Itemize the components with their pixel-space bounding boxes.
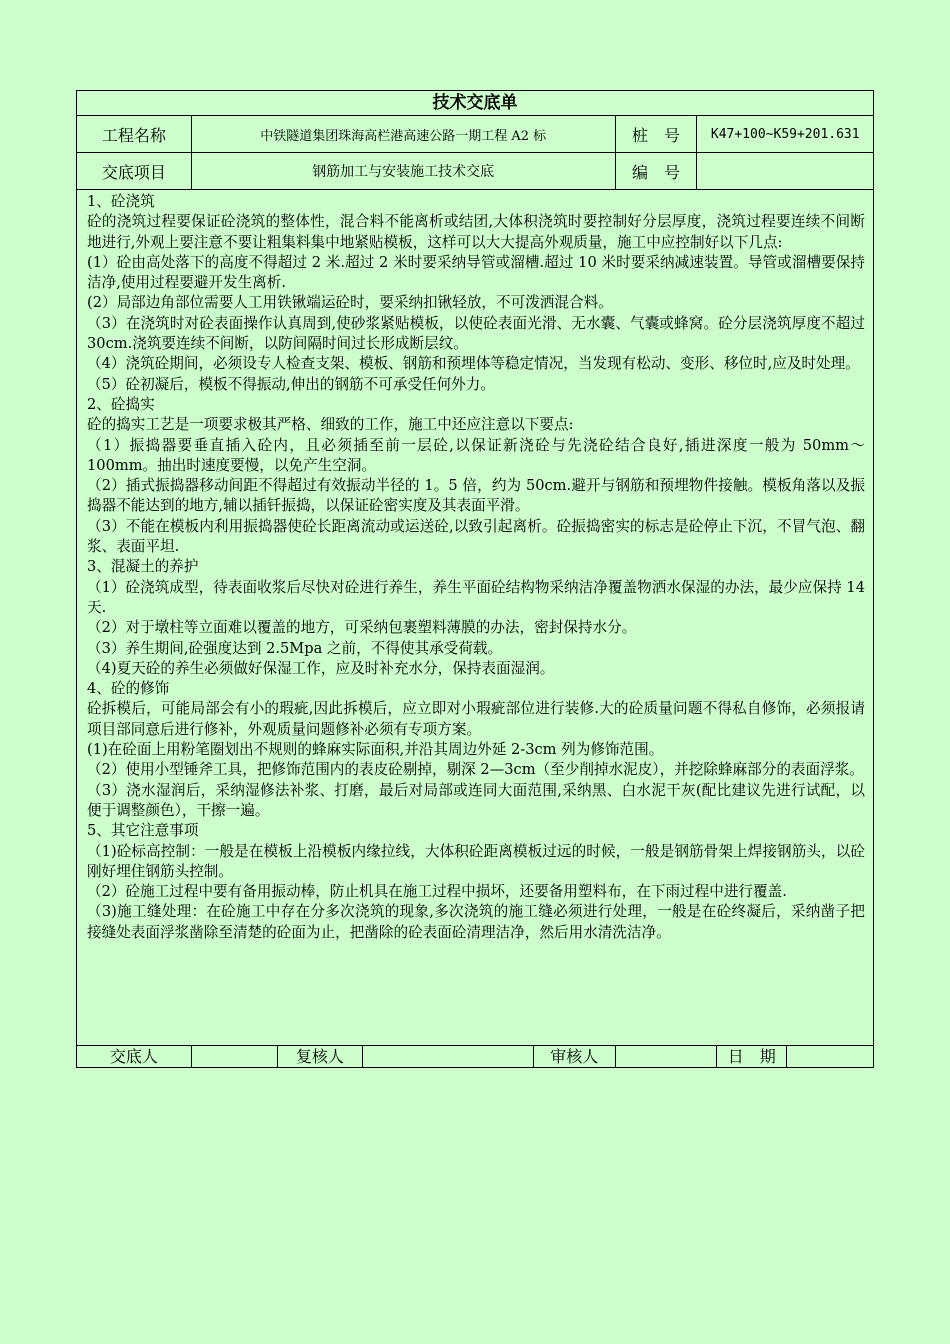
content-line: （2）砼施工过程中要有备用振动棒，防止机具在施工过程中损坏，还要备用塑料布，在下雨过程中进行覆盖. [87, 883, 787, 901]
content-line: 砼的浇筑过程要保证砼浇筑的整体性，混合料不能离析或结团,大体积浇筑时要控制好分层厚度，浇筑过程要连续不间断地进行,外观上要注意不要让粗集料集中地紧贴模板，这样可以大大提高外观质量，施工中应控制好以下几点: [87, 213, 865, 251]
content-line: （4)夏天砼的养生必须做好保湿工作，应及时补充水分，保持表面湿润。 [87, 659, 555, 677]
content-line: 3、混凝土的养护 [87, 558, 199, 576]
content-line: 砼的捣实工艺是一项要求极其严格、细致的工作，施工中还应注意以下要点: [87, 416, 574, 434]
content-line: （2）插式振捣器移动间距不得超过有效振动半径的 1。5 倍，约为 50cm.避开与钢筋和预埋物件接触。模板角落以及振捣器不能达到的地方,辅以插钎振捣，以保证砼密实度及其表面平滑。 [87, 477, 865, 515]
project-name-label: 工程名称 [77, 116, 192, 152]
content-line: （1）振捣器要垂直插入砼内，且必须插至前一层砼,以保证新浇砼与先浇砼结合良好,插进深度一般为 50mm～100mm。抽出时速度要慢，以免产生空洞。 [87, 436, 865, 474]
handover-person-field[interactable] [192, 1046, 278, 1067]
content-line: （4）浇筑砼期间，必须设专人检查支架、模板、钢筋和预埋体等稳定情况，当发现有松动、变形、移位时,应及时处理。 [87, 355, 860, 373]
content-line: （3）养生期间,砼强度达到 2.5Mpa 之前，不得使其承受荷载。 [87, 639, 503, 657]
approver-field[interactable] [616, 1046, 718, 1067]
date-label: 日 期 [717, 1046, 787, 1067]
station-label: 桩 号 [616, 116, 698, 152]
project-row [77, 116, 873, 153]
signature-row [77, 1046, 873, 1067]
reviewer-field[interactable] [363, 1046, 534, 1067]
item-label: 交底项目 [77, 153, 192, 189]
content-line: 4、砼的修饰 [87, 680, 170, 698]
content-line: （3）浇水湿润后，采纳湿修法补浆、打磨，最后对局部或连同大面范围,采纳黑、白水泥干灰(配比建议先进行试配，以便于调整颜色），干擦一遍。 [87, 781, 865, 819]
content-line: (2）局部边角部位需要人工用铁锹端运砼时，要采纳扣锹轻放，不可泼洒混合料。 [87, 294, 613, 312]
approver-label: 审核人 [534, 1046, 616, 1067]
content-line: （2）对于墩柱等立面难以覆盖的地方，可采纳包裹塑料薄膜的办法，密封保持水分。 [87, 619, 637, 637]
content-line: （3）在浇筑时对砼表面操作认真周到,使砂浆紧贴模板，以使砼表面光滑、无水囊、气囊或蜂窝。砼分层浇筑厚度不超过 30cm.浇筑要连续不间断，以防间隔时间过长形成断层纹。 [87, 314, 865, 353]
number-label: 编 号 [616, 153, 698, 189]
content-line: （1)砼标高控制：一般是在模板上沿模板内缘拉线，大体积砼距离模板过远的时候，一般是钢筋骨架上焊接钢筋头，以砼刚好埋住钢筋头控制。 [87, 842, 865, 880]
content-line: （3)施工缝处理：在砼施工中存在分多次浇筑的现象,多次浇筑的施工缝必须进行处理，一般是在砼终凝后，采纳凿子把接缝处表面浮浆凿除至清楚的砼面为止，把凿除的砼表面砼清理洁净，然后用水清洗洁净。 [87, 903, 865, 941]
content-line: (1)在砼面上用粉笔圈划出不规则的蜂麻实际面积,并沿其周边外延 2-3cm 列为修饰范围。 [87, 741, 664, 759]
sheet-title: 技术交底单 [77, 91, 873, 116]
content-line: 砼拆模后，可能局部会有小的瑕疵,因此拆模后，应立即对小瑕疵部位进行装修.大的砼质量问题不得私自修饰，必须报请项目部同意后进行修补，外观质量问题修补必须有专项方案。 [87, 700, 865, 738]
content-line: （3）不能在模板内利用振捣器使砼长距离流动或运送砼,以致引起离析。砼振捣密实的标志是砼停止下沉，不冒气泡、翻浆、表面平坦. [87, 517, 865, 556]
content-line: 1、砼浇筑 [87, 193, 155, 210]
date-field[interactable] [787, 1046, 873, 1067]
item-value: 钢筋加工与安装施工技术交底 [192, 153, 616, 189]
handover-sheet [76, 90, 874, 1068]
content-line: （1）砼浇筑成型，待表面收浆后尽快对砼进行养生，养生平面砼结构物采纳洁净覆盖物洒水保湿的办法，最少应保持 14 天. [87, 578, 865, 616]
handover-person-label: 交底人 [77, 1046, 192, 1067]
reviewer-label: 复核人 [278, 1046, 364, 1067]
project-name-value: 中铁隧道集团珠海高栏港高速公路一期工程 A2 标 [192, 116, 616, 152]
content-line: 2、砼捣实 [87, 395, 155, 413]
content-line: （5）砼初凝后，模板不得振动,伸出的钢筋不可承受任何外力。 [87, 375, 495, 393]
content-line: (1）砼由高处落下的高度不得超过 2 米.超过 2 米时要采纳导管或溜槽.超过 10 米时要采纳减速装置。导管或溜槽要保持洁净,使用过程要避开发生离析. [87, 253, 865, 292]
content-line: 5、其它注意事项 [87, 822, 199, 840]
station-value: K47+100~K59+201.631 [710, 126, 860, 142]
content-line: （2）使用小型锤斧工具，把修饰范围内的表皮砼剔掉，剔深 2—3cm（至少削掉水泥皮），并挖除蜂麻部分的表面浮浆。 [87, 761, 864, 779]
item-row [77, 153, 873, 190]
number-value [697, 153, 873, 189]
handover-content [77, 190, 873, 1046]
